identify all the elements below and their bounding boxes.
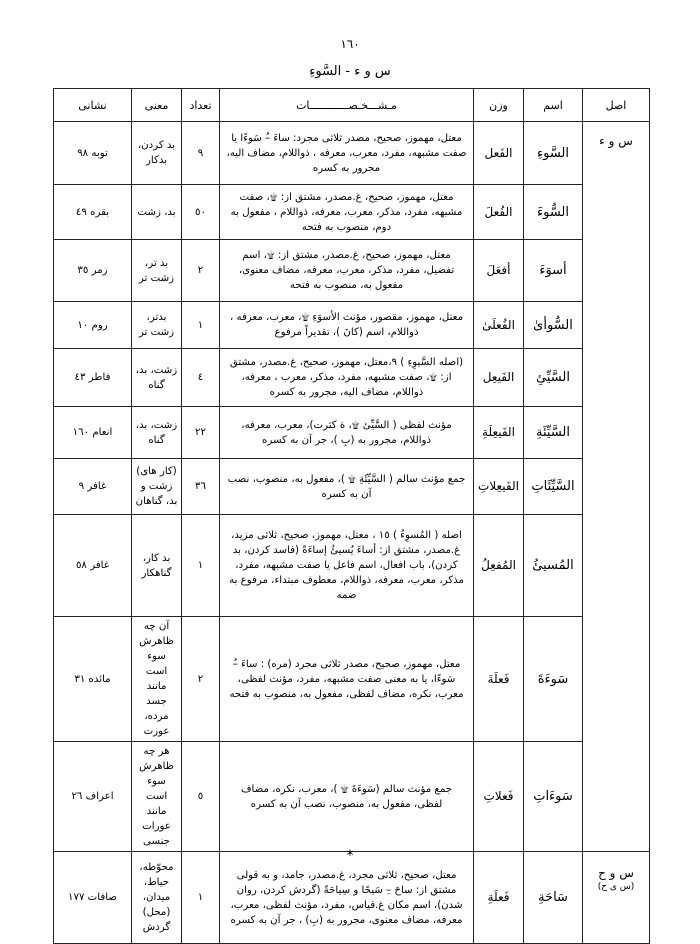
header-moshakhasat: مـشـــخـصــــــــــــات (220, 89, 474, 122)
header-row (54, 89, 650, 122)
table-row (54, 349, 650, 407)
desc-cell: معتل، مهموز، صحیح، مصدر ثلاثی مجرد: ساءَ –ُ سَوءًا یا صفت مشبهه، مفرد، معرب، معرفه ، ذواللام، مضاف الیه، مجرور به کسره (220, 122, 474, 185)
table-row (54, 617, 650, 742)
wazn-cell: الفَیعِلَةِ (474, 407, 524, 459)
desc-cell: مؤنث لفظی ( السَّیِّئ ۩، ة کثرت)، معرب، معرفه، ذواللام، مجرور به (بِ )، جر آن به کسره (220, 407, 474, 459)
root-text: س و ح (598, 866, 634, 880)
desc-cell: (اصله السَّیوِءِ ) ٩،معتل، مهموز، صحیح، غ.مصدر، مشتق از: ۩، صفت مشبهه، مفرد، مذکر، معرب ، معرفه، ذواللام، مضاف الیه، مجرور به کسره (220, 349, 474, 407)
ism-cell: السَّیِّئَاتِ (524, 459, 583, 515)
meaning-cell: بد، زشت (132, 185, 182, 240)
desc-cell: جمع مؤنث سالم (سَوءَةَ ۩ )، معرب، نکره، مضاف لفظی، مفعول به، منصوب، نصب آن به کسره (220, 742, 474, 852)
reference-cell: زمر ٣٥ (54, 240, 132, 302)
root-variant: (س ی ح) (597, 882, 635, 892)
meaning-cell: بد کردن، بدکار (132, 122, 182, 185)
wazn-cell: الفَیعِل (474, 349, 524, 407)
wazn-cell: الفَعل (474, 122, 524, 185)
count-cell: ٩ (182, 122, 220, 185)
ism-cell: سَوءَاتِ (524, 742, 583, 852)
wazn-cell: الفُعلَىٰ (474, 302, 524, 349)
count-cell: ١ (182, 515, 220, 617)
wazn-cell: الفُعلَ (474, 185, 524, 240)
count-cell: ٢٢ (182, 407, 220, 459)
ism-cell: المُسیئُ (524, 515, 583, 617)
wazn-cell: المُفعِلُ (474, 515, 524, 617)
meaning-cell: بد کار، گناهکار (132, 515, 182, 617)
ism-cell: السُّوءَ (524, 185, 583, 240)
table-row (54, 240, 650, 302)
wazn-cell: فَعلَةِ (474, 852, 524, 944)
table-row (54, 185, 650, 240)
count-cell: ٥ (182, 742, 220, 852)
ism-cell: أسوَءَ (524, 240, 583, 302)
wazn-cell: فَعلاتِ (474, 742, 524, 852)
table-row (54, 515, 650, 617)
meaning-cell: هر چه ظاهرش سوء است مانند عورات جنسی (132, 742, 182, 852)
ism-cell: السَّیِّئِ (524, 349, 583, 407)
meaning-cell: بدتر، زشت تر (132, 302, 182, 349)
count-cell: ١ (182, 302, 220, 349)
ism-cell: السُّوأىٰ (524, 302, 583, 349)
count-cell: ٥٠ (182, 185, 220, 240)
table-row (54, 302, 650, 349)
header-tedad: تعداد (182, 89, 220, 122)
desc-cell: اصله ( المُسوِءُ ) ١٥ ، معتل، مهموز، صحیح، ثلاثی مزید، غ.مصدر، مشتق از: أساءَ یُسیئُ إساءَةً (فاسد کردن، بد کردن)، باب افعال، اسم فاعل یا صفت مشبهه، مفرد، مذکر، معرب، معرفه، ذواللام، معطوف مبتداء، مرفوع به ضمه (220, 515, 474, 617)
desc-cell: جمع مؤنث سالم ( السَّیِّئَةِ ۩ )، مفعول به، منصوب، نصب آن به کسره (220, 459, 474, 515)
reference-cell: انعام ١٦٠ (54, 407, 132, 459)
root-cell (583, 122, 650, 852)
header-wazn: وزن (474, 89, 524, 122)
morphology-table (53, 88, 650, 944)
reference-cell: صافات ١٧٧ (54, 852, 132, 944)
meaning-cell: آن چه ظاهرش سوء است مانند جسد مرده، عورت (132, 617, 182, 742)
count-cell: ٤ (182, 349, 220, 407)
table-row (54, 459, 650, 515)
wazn-cell: أفعَلَ (474, 240, 524, 302)
root-cell (583, 852, 650, 944)
reference-cell: بقره ٤٩ (54, 185, 132, 240)
table-row (54, 122, 650, 185)
reference-cell: فاطر ٤٣ (54, 349, 132, 407)
count-cell: ١ (182, 852, 220, 944)
count-cell: ٢ (182, 617, 220, 742)
meaning-cell: محوّطه، حیاط، میدان، (محل) گردش (132, 852, 182, 944)
wazn-cell: الفَیعِلاتِ (474, 459, 524, 515)
header-neshani: نشانی (54, 89, 132, 122)
meaning-cell: (کار های) زشت و بد، گناهان (132, 459, 182, 515)
desc-cell: معتل، مهموز، صحیح، غ.مصدر، مشتق از: ۩، اسم تفضیل، مفرد، مذکر، معرب، معرفه، مضاف معنوی، مفعول به، منصوب به فتحه (220, 240, 474, 302)
desc-cell: معتل، صحیح، ثلاثی مجرد، غ.مصدر، جامد، و به قولی مشتق از: ساحَ –ِ سَیحًا و سِیاحَةً (گردش کردن، روان شدن)، اسم مکان غ.قیاس، مفرد، مؤنث لفظی، معرب، معرفه، مضاف معنوی، مجرور به (بِ) ، جر آن به کسره (220, 852, 474, 944)
page-title: س و ء - السَّوءِ (309, 64, 391, 79)
wazn-cell: فَعلَةَ (474, 617, 524, 742)
page-number: ١٦٠ (340, 37, 360, 51)
ism-cell: السَّیِّئَةِ (524, 407, 583, 459)
count-cell: ٢ (182, 240, 220, 302)
reference-cell: مائده ٣١ (54, 617, 132, 742)
desc-cell: معتل، مهموز، صحیح، مصدر ثلاثی مجرد (مره) : ساءَ –ُ سَوءًا، یا به معنی صفت مشبهه، مفرد، مؤنث لفظی، معرب، نکره، مضاف لفظی، مفعول به، منصوب به فتحه (220, 617, 474, 742)
table-row (54, 852, 650, 944)
ism-cell: السَّوءِ (524, 122, 583, 185)
count-cell: ٣٦ (182, 459, 220, 515)
meaning-cell: بد تر، زشت تر (132, 240, 182, 302)
table-row (54, 407, 650, 459)
meaning-cell: زشت، بد، گناه (132, 407, 182, 459)
root-text: س و ء (599, 134, 633, 148)
desc-cell: معتل، مهموز، صحیح، غ.مصدر، مشتق از: ۩، صفت مشبهه، مفرد، مذکر، معرب، معرفه، ذواللام ، مفعول به دوم، منصوب به فتحه (220, 185, 474, 240)
reference-cell: غافر ٩ (54, 459, 132, 515)
reference-cell: توبه ٩٨ (54, 122, 132, 185)
footer-mark: * (346, 848, 354, 864)
desc-cell: معتل، مهموز، مقصور، مؤنث الأسوَءِ ۩، معرب، معرفه ، ذواللام، اسم (کانَ )، تقدیراً مرفوع (220, 302, 474, 349)
ism-cell: سَاحَةِ (524, 852, 583, 944)
header-asl: اصل (583, 89, 650, 122)
reference-cell: اعراف ٢٦ (54, 742, 132, 852)
header-ism: اسم (524, 89, 583, 122)
ism-cell: سَوءَةَ (524, 617, 583, 742)
meaning-cell: زشت، بد، گناه (132, 349, 182, 407)
reference-cell: روم ١٠ (54, 302, 132, 349)
reference-cell: غافر ٥٨ (54, 515, 132, 617)
table-row (54, 742, 650, 852)
header-mani: معنی (132, 89, 182, 122)
